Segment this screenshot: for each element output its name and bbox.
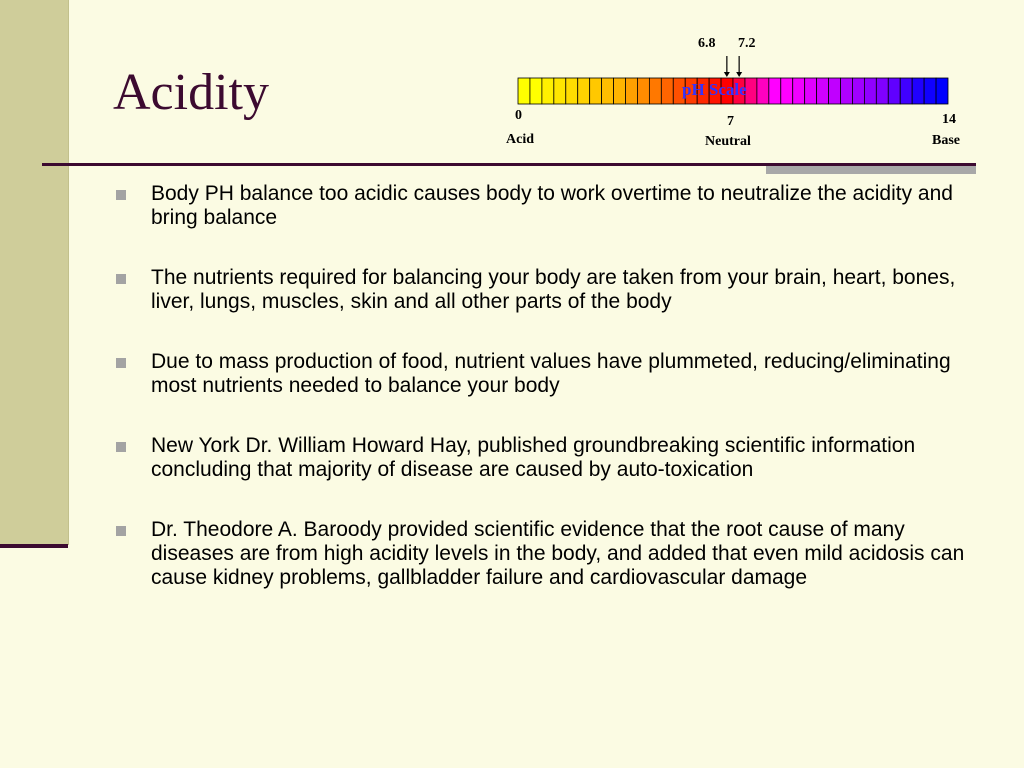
ph-scale-cell xyxy=(661,78,673,104)
ph-scale-cell xyxy=(649,78,661,104)
ph-scale-cell xyxy=(637,78,649,104)
ph-scale-cell xyxy=(566,78,578,104)
ph-scale-cell xyxy=(817,78,829,104)
ph-mid-value: 7 xyxy=(727,114,734,129)
bullet-text: New York Dr. William Howard Hay, published groundbreaking scientific information concluding that majority of disease are caused by auto-toxication xyxy=(151,434,916,481)
ph-max-label: Base xyxy=(932,133,960,148)
ph-scale-cell xyxy=(852,78,864,104)
square-bullet-icon xyxy=(116,274,126,284)
ph-scale-cell xyxy=(530,78,542,104)
square-bullet-icon xyxy=(116,442,126,452)
ph-scale-cell xyxy=(769,78,781,104)
ph-scale-cell xyxy=(602,78,614,104)
square-bullet-icon xyxy=(116,358,126,368)
ph-scale-cell xyxy=(542,78,554,104)
bullet-item xyxy=(116,434,976,482)
ph-scale-caption: pH Scale xyxy=(682,80,747,99)
ph-scale-cell xyxy=(757,78,769,104)
ph-scale-cell xyxy=(900,78,912,104)
ph-scale-cell xyxy=(781,78,793,104)
left-accent-band xyxy=(0,0,69,545)
ph-scale-cell xyxy=(626,78,638,104)
ph-mid-label: Neutral xyxy=(705,134,751,149)
square-bullet-icon xyxy=(116,190,126,200)
ph-scale-cell xyxy=(876,78,888,104)
ph-scale-cell xyxy=(936,78,948,104)
ph-scale-cell xyxy=(924,78,936,104)
ph-scale-cell xyxy=(829,78,841,104)
ph-scale-cell xyxy=(912,78,924,104)
bullet-text: The nutrients required for balancing your body are taken from your brain, heart, bones, liver, lungs, muscles, skin and all other parts of the body xyxy=(151,266,956,313)
ph-scale-cell xyxy=(864,78,876,104)
ph-arrow-label-low: 6.8 xyxy=(698,36,716,51)
ph-min-label: Acid xyxy=(506,132,534,147)
ph-scale-cell xyxy=(793,78,805,104)
left-band-underline xyxy=(0,544,68,548)
ph-scale-cell xyxy=(888,78,900,104)
ph-scale-cell xyxy=(590,78,602,104)
ph-scale-cell xyxy=(578,78,590,104)
ph-arrow-head-icon xyxy=(736,72,742,77)
ph-arrow-label-high: 7.2 xyxy=(738,36,756,51)
bullet-item xyxy=(116,350,976,398)
bullet-item xyxy=(116,266,976,314)
bullet-list xyxy=(116,182,976,626)
slide-title: Acidity xyxy=(113,64,269,121)
ph-scale-cell xyxy=(805,78,817,104)
title-divider-accent xyxy=(766,166,976,174)
square-bullet-icon xyxy=(116,526,126,536)
ph-max-value: 14 xyxy=(942,112,956,127)
ph-scale-cell xyxy=(554,78,566,104)
ph-arrow-head-icon xyxy=(724,72,730,77)
ph-scale-cell xyxy=(841,78,853,104)
bullet-item xyxy=(116,182,976,230)
ph-scale-figure xyxy=(500,30,980,155)
bullet-text: Due to mass production of food, nutrient values have plummeted, reducing/eliminating most nutrients needed to balance your body xyxy=(151,350,951,397)
ph-min-value: 0 xyxy=(515,108,522,123)
ph-scale-cell xyxy=(518,78,530,104)
ph-scale-cell xyxy=(614,78,626,104)
bullet-text: Body PH balance too acidic causes body to work overtime to neutralize the acidity and bring balance xyxy=(151,182,953,229)
bullet-text: Dr. Theodore A. Baroody provided scientific evidence that the root cause of many diseases are from high acidity levels in the body, and added that even mild acidosis can cause kidney problems, gallbladder failure and cardiovascular damage xyxy=(151,518,965,589)
bullet-item xyxy=(116,518,976,590)
